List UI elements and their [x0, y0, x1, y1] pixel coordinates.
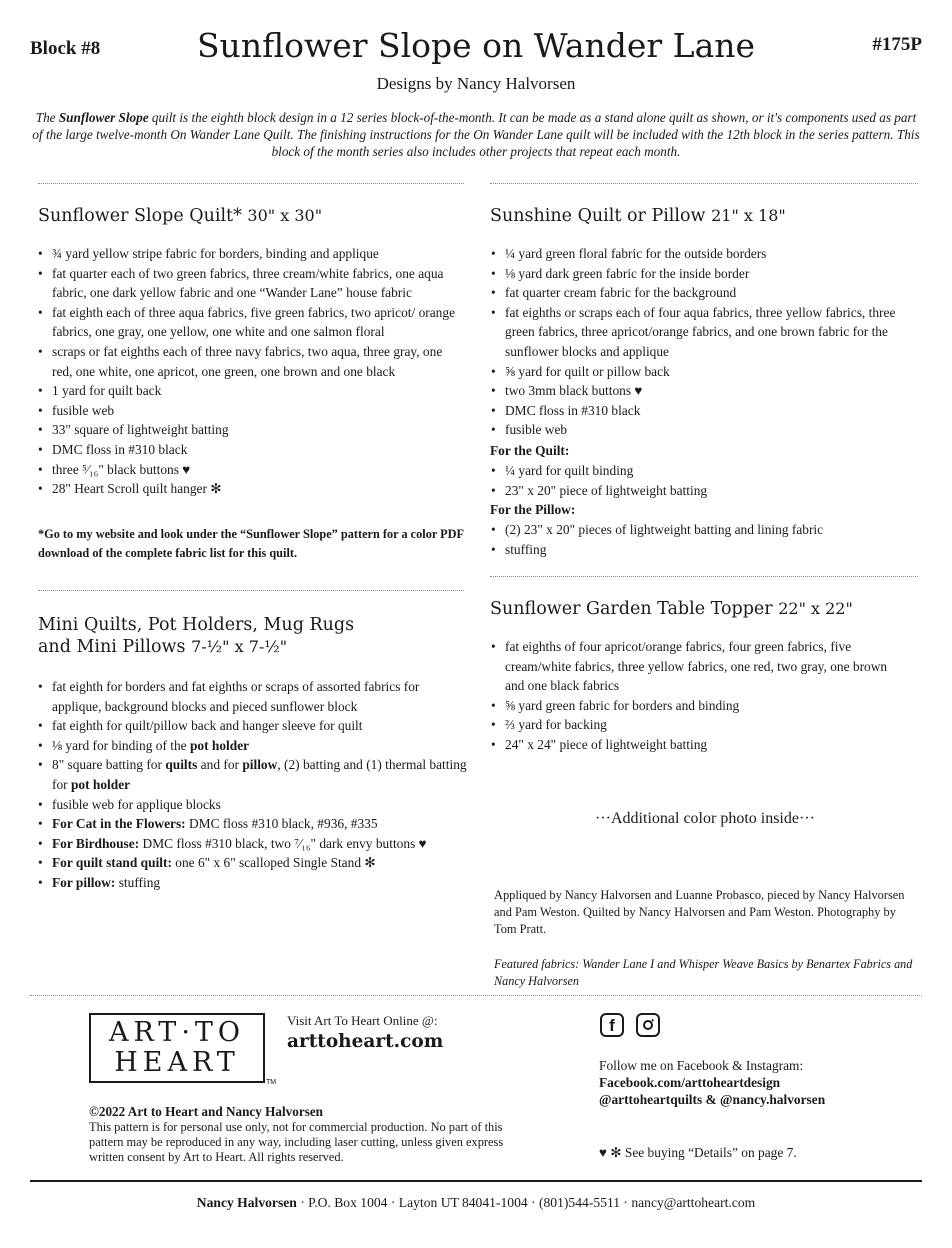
list-item: • (2) 23" x 20" pieces of lightweight batting and lining fabric [489, 520, 919, 540]
credits: Appliqued by Nancy Halvorsen and Luanne Probasco, pieced by Nancy Halvorsen and Pam Weston. Quilted by Nancy Halvorsen and Pam Weston. Photography by Tom Pratt. [494, 888, 905, 936]
list-item: • fusible web for applique blocks [36, 795, 468, 815]
intro-quilt-name: Sunflower Slope [58, 110, 149, 125]
table-topper-title: Sunflower Garden Table Topper 22" x 22" [490, 599, 853, 619]
sunshine-quilt-supplies [489, 461, 919, 500]
divider [490, 183, 918, 184]
list-item: • fusible web [36, 401, 466, 421]
list-item: • fat eighths or scraps each of four aqua fabrics, three yellow fabrics, three green fabrics, three apricot/orange fabrics, and one brown fabric for the sunflower blocks and applique [489, 303, 919, 362]
footer-divider [30, 1180, 922, 1182]
copyright-body: This pattern is for personal use only, not for commercial production. No part of this pattern may be reproduced in any way, including laser cutting, unless given express written consent by Art to Heart. All rights reserved. [89, 1120, 504, 1164]
list-item: • 24" x 24" piece of lightweight batting [489, 735, 901, 755]
page-title: Sunflower Slope on Wander Lane [196, 26, 756, 65]
sunshine-supplies [489, 244, 919, 440]
list-item: • For Birdhouse: DMC floss #310 black, two ⁷⁄₁₆" dark envy buttons ♥ [36, 834, 468, 854]
instagram-glyph [640, 1017, 656, 1033]
list-item: • three ⁵⁄₁₆" black buttons ♥ [36, 460, 466, 480]
website-note: *Go to my website and look under the “Sunflower Slope” pattern for a color PDF download of the complete fabric list for this quilt. [38, 527, 464, 560]
list-item: • fat eighth each of three aqua fabrics, five green fabrics, two apricot/ orange fabrics, one gray, one yellow, one white and one salmon floral [36, 303, 466, 342]
intro-paragraph: The Sunflower Slope quilt is the eighth block design in a 12 series block-of-the-month. It can be made as a stand alone quilt as shown, or it's components used as part of the large twelve-month On Wander Lane Quilt. The finishing instructions for the On Wander Lane quilt will be included with the 12th block in the series pattern. This block of the month series also includes other projects that repeat each month. [32, 110, 920, 159]
art-to-heart-logo: ART·TO HEART [89, 1013, 265, 1083]
divider [30, 995, 922, 996]
list-item: • ⅝ yard for quilt or pillow back [489, 362, 919, 382]
visit-label: Visit Art To Heart Online @: [287, 1013, 438, 1028]
facebook-link[interactable]: Facebook.com/arttoheartdesign [599, 1075, 781, 1090]
list-item: • ⅛ yard dark green fabric for the inside border [489, 264, 919, 284]
divider [490, 576, 918, 577]
featured-fabrics: Featured fabrics: Wander Lane I and Whisper Weave Basics by Benartex Fabrics and Nancy Halvorsen [494, 957, 913, 988]
list-item: • ¼ yard for quilt binding [489, 461, 919, 481]
list-item: • 23" x 20" piece of lightweight batting [489, 481, 919, 501]
divider [38, 183, 464, 184]
facebook-icon[interactable]: f [600, 1013, 624, 1037]
color-photo-note: ···Additional color photo inside··· [595, 810, 815, 827]
designer-byline: Designs by Nancy Halvorsen [376, 74, 576, 93]
social-follow: Follow me on Facebook & Instagram: Facebook.com/arttoheartdesign @arttoheartquilts & @nancy.halvorsen [599, 1058, 826, 1107]
list-item: • ⅔ yard for backing [489, 715, 901, 735]
list-item: • For pillow: stuffing [36, 873, 468, 893]
list-item: • ⅛ yard for binding of the pot holder [36, 736, 468, 756]
list-item: • 33" square of lightweight batting [36, 420, 466, 440]
for-quilt-heading: For the Quilt: [490, 443, 570, 458]
divider [38, 590, 464, 591]
table-topper-supplies [489, 637, 901, 755]
instagram-handles[interactable]: @arttoheartquilts & @nancy.halvorsen [599, 1092, 826, 1107]
sunshine-pillow-supplies [489, 520, 919, 559]
mini-quilts-supplies [36, 677, 468, 893]
sunshine-title: Sunshine Quilt or Pillow 21" x 18" [490, 206, 786, 226]
mini-quilts-title: Mini Quilts, Pot Holders, Mug Rugs and Mini Pillows 7-½" x 7-½" [38, 615, 355, 657]
list-item: • For Cat in the Flowers: DMC floss #310 black, #936, #335 [36, 814, 468, 834]
list-item: • scraps or fat eighths each of three navy fabrics, two aqua, three gray, one red, one white, one apricot, one green, one brown and one black [36, 342, 466, 381]
trademark: TM [266, 1079, 277, 1086]
list-item: • fusible web [489, 420, 919, 440]
list-item: • fat eighth for borders and fat eighths or scraps of assorted fabrics for applique, background blocks and pieced sunflower block [36, 677, 468, 716]
sunflower-quilt-supplies [36, 244, 466, 499]
list-item: • 28" Heart Scroll quilt hanger ✻ [36, 479, 466, 499]
list-item: • ¼ yard green floral fabric for the outside borders [489, 244, 919, 264]
list-item: • fat quarter each of two green fabrics, three cream/white fabrics, one aqua fabric, one dark yellow fabric and one “Wander Lane” house fabric [36, 264, 466, 303]
list-item: • For quilt stand quilt: one 6" x 6" scalloped Single Stand ✻ [36, 853, 468, 873]
list-item: • two 3mm black buttons ♥ [489, 381, 919, 401]
instagram-icon[interactable] [636, 1013, 660, 1037]
block-number: Block #8 [30, 38, 101, 59]
footer-contact: Nancy Halvorsen · P.O. Box 1004 · Layton UT 84041-1004 · (801)544-5511 · nancy@arttoheart.com [196, 1195, 756, 1210]
website-link[interactable]: arttoheart.com [287, 1031, 444, 1052]
list-item: • 1 yard for quilt back [36, 381, 466, 401]
pattern-number: #175P [872, 34, 922, 55]
list-item: • ¾ yard yellow stripe fabric for borders, binding and applique [36, 244, 466, 264]
list-item: • fat eighths of four apricot/orange fabrics, four green fabrics, five cream/white fabrics, three yellow fabrics, one red, two gray, one brown and one black fabrics [489, 637, 901, 696]
buying-details-note: ♥ ✻ See buying “Details” on page 7. [599, 1145, 797, 1160]
list-item: • DMC floss in #310 black [489, 401, 919, 421]
list-item: • ⅝ yard green fabric for borders and binding [489, 696, 901, 716]
copyright-title: ©2022 Art to Heart and Nancy Halvorsen [89, 1104, 324, 1119]
list-item: • DMC floss in #310 black [36, 440, 466, 460]
list-item: • fat eighth for quilt/pillow back and hanger sleeve for quilt [36, 716, 468, 736]
list-item: • stuffing [489, 540, 919, 560]
sunflower-quilt-title: Sunflower Slope Quilt* 30" x 30" [38, 206, 323, 226]
list-item: • 8" square batting for quilts and for pillow, (2) batting and (1) thermal batting for pot holder [36, 755, 468, 794]
for-pillow-heading: For the Pillow: [490, 502, 576, 517]
list-item: • fat quarter cream fabric for the background [489, 283, 919, 303]
